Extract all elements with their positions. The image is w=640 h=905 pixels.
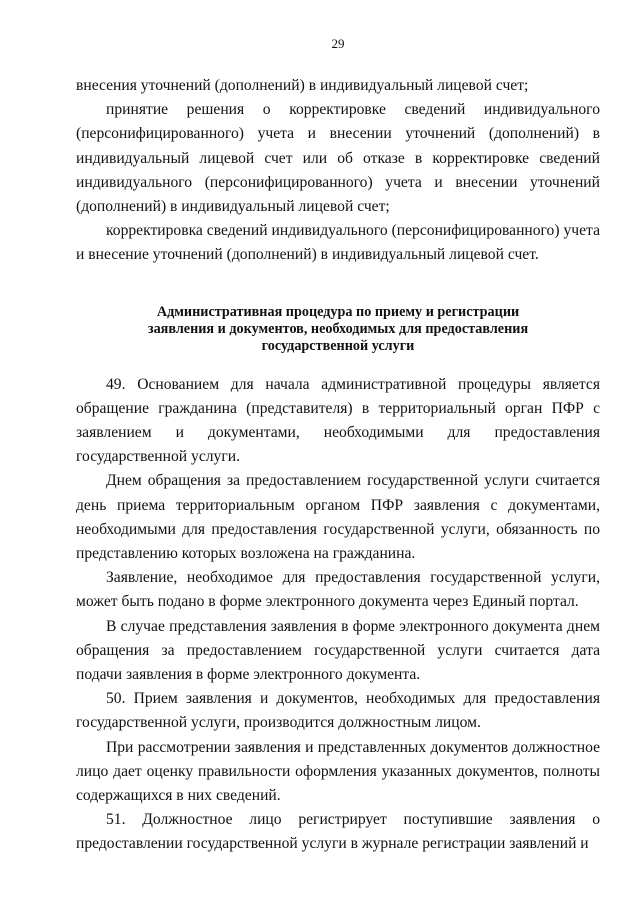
paragraph-51: 51. Должностное лицо регистрирует поступившие заявления о предоставлении государственной услуги в журнале регистрации заявлений и	[76, 811, 600, 853]
paragraph-intro-2: принятие решения о корректировке сведений индивидуального (персонифицированного) учета и внесении уточнений (дополнений) в индивидуальный лицевой счет или об отказе в корректировке сведений индивидуального (персонифицированного) учета и внесении уточнений (дополнений) в индивидуальный лицевой счет;	[76, 101, 600, 216]
page-number: 29	[331, 36, 345, 51]
paragraph-day-of-application: Днем обращения за предоставлением государственной услуги считается день приема территориальным органом ПФР заявления с документами, необходимыми для предоставления государственной услуги, обязанность по представлению которых возложена на гражданина.	[76, 472, 600, 563]
paragraph-intro-1: внесения уточнений (дополнений) в индивидуальный лицевой счет;	[76, 77, 529, 94]
paragraph-document-review: При рассмотрении заявления и представленных документов должностное лицо дает оценку правильности оформления указанных документов, полноты содержащихся в них сведений.	[76, 738, 600, 805]
section-heading-line-2: заявления и документов, необходимых для предоставления	[147, 320, 529, 337]
section-heading	[76, 304, 600, 355]
paragraph-electronic-date: В случае представления заявления в форме электронного документа днем обращения за предоставлением государственной услуги считается дата подачи заявления в форме электронного документа.	[76, 617, 600, 684]
paragraph-49: 49. Основанием для начала административной процедуры является обращение гражданина (представителя) в территориальный орган ПФР с заявлением и документами, необходимыми для предоставления государственной услуги.	[76, 375, 600, 466]
section-heading-line-3: государственной услуги	[261, 337, 415, 354]
section-heading-line-1: Административная процедура по приему и регистрации	[156, 303, 520, 320]
paragraph-electronic-submission: Заявление, необходимое для предоставления государственной услуги, может быть подано в форме электронного документа через Единый портал.	[76, 569, 600, 611]
paragraph-50: 50. Прием заявления и документов, необходимых для предоставления государственной услуги, производится должностным лицом.	[76, 690, 600, 732]
intro-section	[76, 74, 600, 268]
body-section	[76, 373, 600, 857]
paragraph-intro-3: корректировка сведений индивидуального (персонифицированного) учета и внесение уточнений (дополнений) в индивидуальный лицевой счет.	[76, 222, 600, 264]
